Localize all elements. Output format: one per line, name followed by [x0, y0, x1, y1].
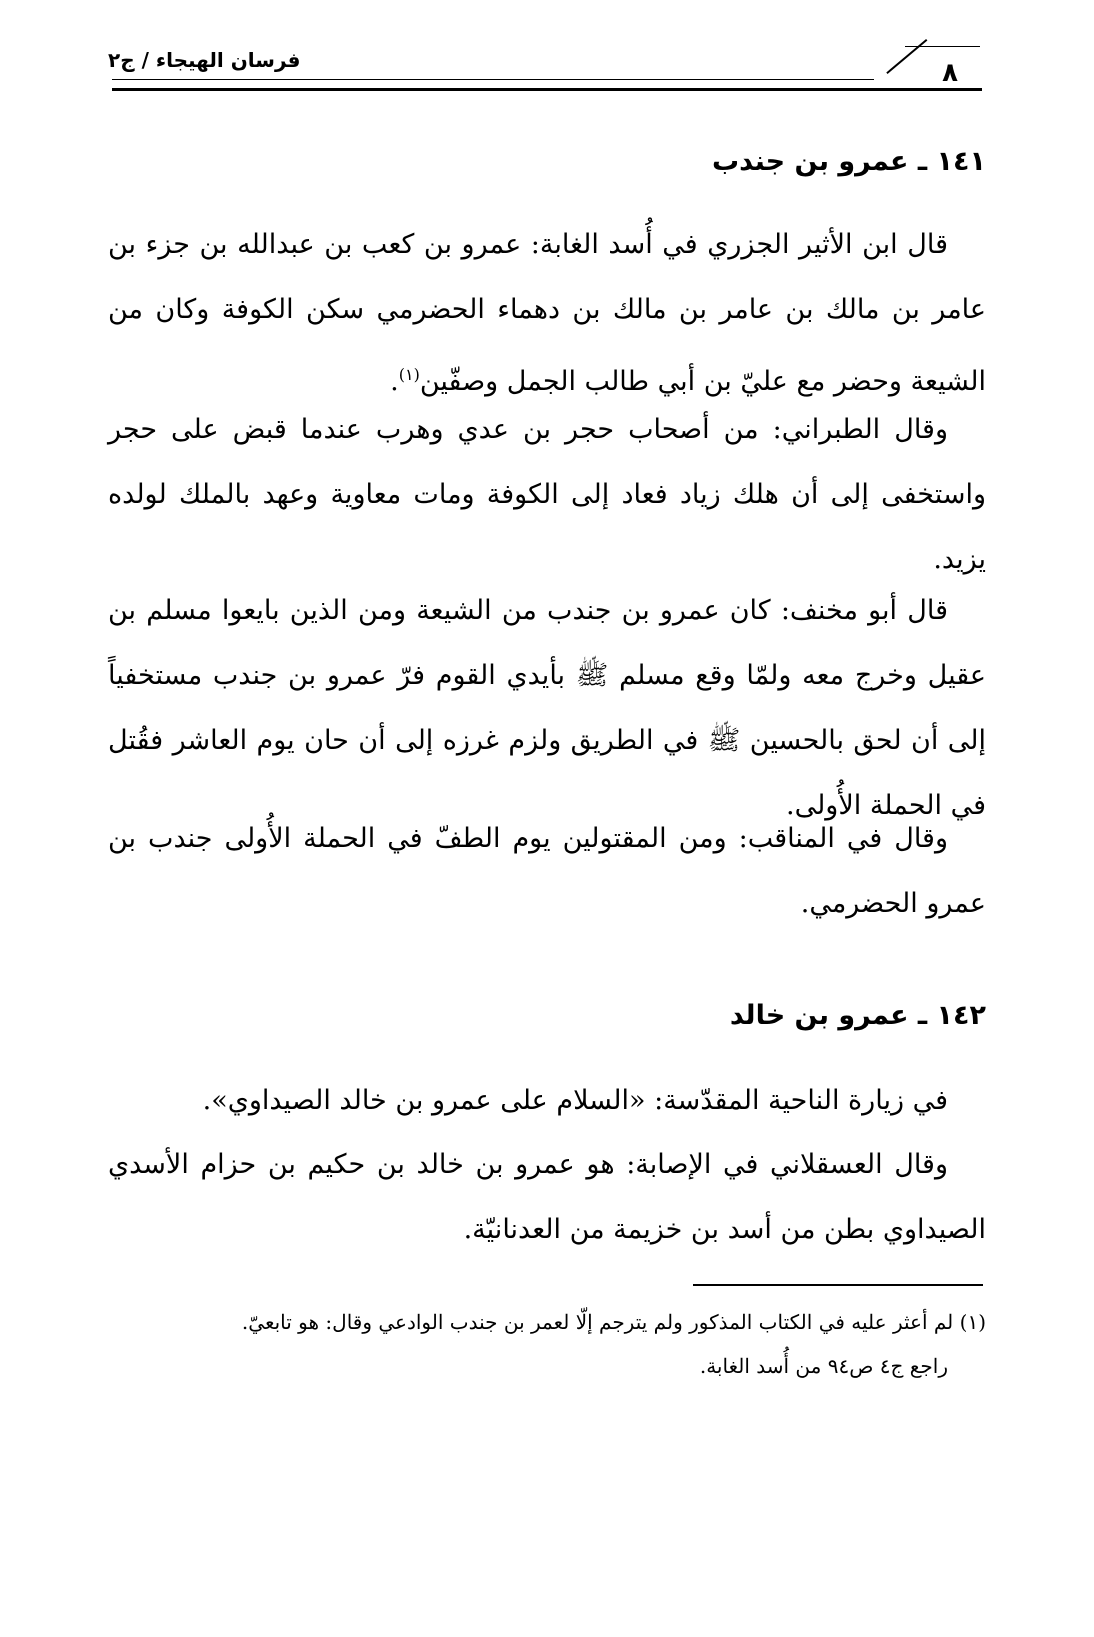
paragraph: وقال العسقلاني في الإصابة: هو عمرو بن خالد بن حكيم بن حزام الأسدي الصيداوي بطن من أسد بن خزيمة من العدنانيّة. — [108, 1149, 986, 1245]
paragraph: في زيارة الناحية المقدّسة: «السلام على عمرو بن خالد الصيداوي». — [202, 1085, 948, 1116]
header-rule-slant — [886, 39, 927, 74]
end-punctuation: . — [390, 366, 399, 397]
paragraph — [108, 212, 986, 414]
running-head-title: فرسان الهيجاء / ج٢ — [108, 48, 301, 72]
paragraph: قال أبو مخنف: كان عمرو بن جندب من الشيعة ومن الذين بايعوا مسلم بن عقيل وخرج معه ولمّا وقع مسلم ﷺ بأيدي القوم فرّ عمرو بن جندب مستخفياً إلى أن لحق بالحسين ﷺ في الطريق ولزم غرزه إلى أن حان يوم العاشر فقُتل في الحملة الأُولى. — [108, 595, 986, 821]
footnote-line: (١) لم أعثر عليه في الكتاب المذكور ولم يترجم إلّا لعمر بن جندب الوادعي وقال: هو تابعيّ. — [241, 1310, 986, 1334]
header-rule-thin — [112, 79, 874, 80]
footnote-rule — [693, 1284, 983, 1286]
section-heading-142: ١٤٢ ـ عمرو بن خالد — [729, 1000, 986, 1031]
footnote-marker: (١) — [398, 365, 420, 384]
paragraph-text: قال ابن الأثير الجزري في أُسد الغابة: عمرو بن كعب بن عبدالله بن جزء بن عامر بن مالك بن عامر بن مالك بن دهماء الحضرمي سكن الكوفة وكان من الشيعة وحضر مع عليّ بن أبي طالب الجمل وصفّين — [108, 229, 986, 397]
section-heading-141: ١٤١ ـ عمرو بن جندب — [711, 146, 986, 177]
footnote-line: راجع ج٤ ص٩٤ من أُسد الغابة. — [699, 1354, 948, 1378]
header-rule-thick — [112, 88, 982, 91]
paragraph: وقال الطبراني: من أصحاب حجر بن عدي وهرب عندما قبض على حجر واستخفى إلى أن هلك زياد فعاد إلى الكوفة ومات معاوية وعهد بالملك لولده يزيد. — [108, 414, 986, 575]
page-number: ٨ — [942, 58, 958, 88]
paragraph: وقال في المناقب: ومن المقتولين يوم الطفّ في الحملة الأُولى جندب بن عمرو الحضرمي. — [108, 823, 986, 919]
